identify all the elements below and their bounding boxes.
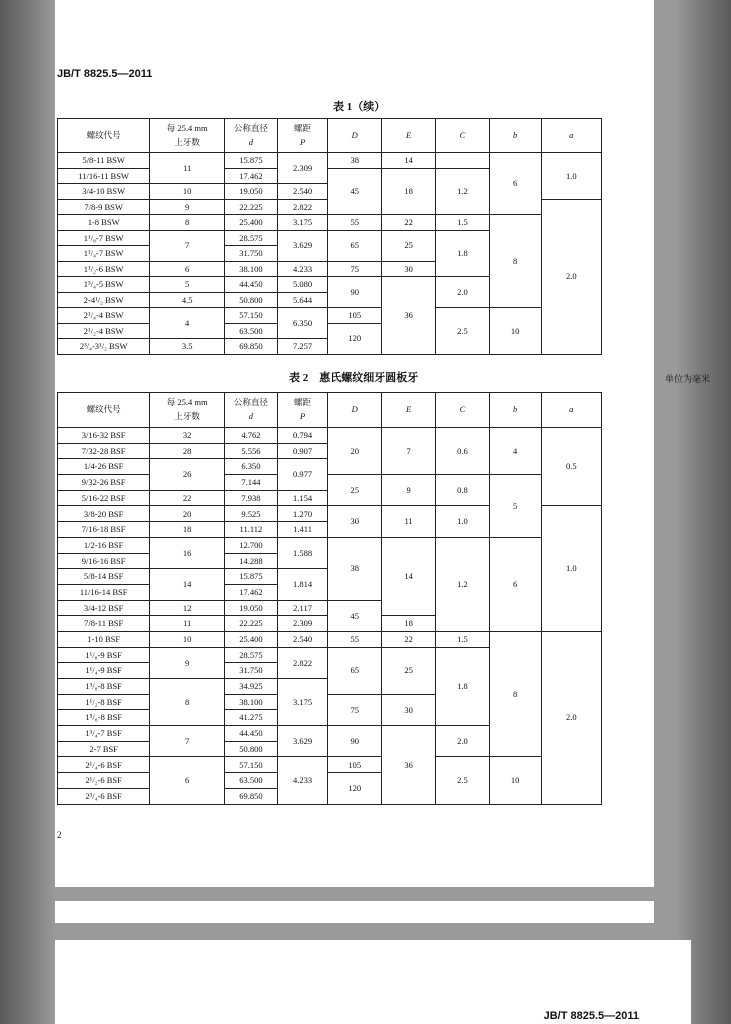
table-cell: 30	[328, 506, 382, 537]
col-p: 螺距 P	[277, 393, 328, 428]
table-cell: 1.270	[277, 506, 328, 522]
table-cell: 7.938	[225, 490, 278, 506]
document-header: JB/T 8825.5—2011	[57, 68, 153, 80]
table-cell: 69.850	[225, 339, 278, 355]
table-cell: 17.462	[225, 584, 278, 600]
table-cell: 11	[382, 506, 436, 537]
col-D: D	[328, 393, 382, 428]
table-cell: 1¹/₂-8 BSF	[58, 694, 150, 710]
table-cell: 4	[489, 428, 541, 475]
table-cell: 8	[150, 215, 225, 231]
table-cell: 11.112	[225, 522, 278, 538]
col-D: D	[328, 119, 382, 153]
table-cell: 19.050	[225, 184, 278, 200]
table-cell: 2.309	[277, 153, 328, 184]
table-cell: 1¹/₄-7 BSW	[58, 246, 150, 262]
table-cell: 7	[150, 726, 225, 757]
table-cell: 1.5	[436, 215, 490, 231]
table-cell: 7.144	[225, 475, 278, 491]
table-cell: 1/4-26 BSF	[58, 459, 150, 475]
table-cell: 3/4-10 BSW	[58, 184, 150, 200]
table-cell: 4.233	[277, 757, 328, 804]
table-cell: 10	[489, 308, 541, 355]
table-cell: 105	[328, 308, 382, 324]
table-cell: 8	[150, 679, 225, 726]
col-a: a	[541, 119, 602, 153]
table-cell: 38.100	[225, 261, 278, 277]
table-cell: 36	[382, 277, 436, 355]
table-cell: 7	[150, 230, 225, 261]
table-cell: 1.0	[436, 506, 490, 537]
table-cell: 2.540	[277, 184, 328, 200]
table-cell: 2¹/₄-6 BSF	[58, 757, 150, 773]
table-cell: 4.5	[150, 292, 225, 308]
table-cell: 7/32-28 BSF	[58, 443, 150, 459]
table-cell: 57.150	[225, 308, 278, 324]
col-teeth: 每 25.4 mm 上牙数	[150, 119, 225, 153]
table-cell: 0.907	[277, 443, 328, 459]
table-cell: 5/8-14 BSF	[58, 569, 150, 585]
table-cell: 10	[489, 757, 541, 804]
table-cell: 69.850	[225, 788, 278, 804]
table-cell: 38.100	[225, 694, 278, 710]
table-cell: 8	[489, 631, 541, 757]
table-cell: 3/8-20 BSF	[58, 506, 150, 522]
table-cell: 4.233	[277, 261, 328, 277]
table-cell: 9	[382, 475, 436, 506]
table-cell: 6.350	[225, 459, 278, 475]
table-cell: 28.575	[225, 230, 278, 246]
table-cell: 1¹/₄-9 BSF	[58, 663, 150, 679]
table1-caption: 表 1（续）	[333, 101, 386, 113]
table-cell: 5	[150, 277, 225, 293]
table-cell: 3.175	[277, 679, 328, 726]
table-cell: 9/16-16 BSF	[58, 553, 150, 569]
table-cell: 9	[150, 199, 225, 215]
col-d: 公称直径 d	[225, 393, 278, 428]
table-cell: 5/8-11 BSW	[58, 153, 150, 169]
table-cell: 1⁵/₈-8 BSF	[58, 710, 150, 726]
table-cell: 14	[150, 569, 225, 600]
col-d: 公称直径 d	[225, 119, 278, 153]
table-cell: 50.800	[225, 292, 278, 308]
table-cell: 44.450	[225, 277, 278, 293]
table-cell: 0.794	[277, 428, 328, 444]
table-cell: 90	[328, 726, 382, 757]
table-cell: 11/16-14 BSF	[58, 584, 150, 600]
col-a: a	[541, 393, 602, 428]
col-teeth: 每 25.4 mm 上牙数	[150, 393, 225, 428]
table-cell: 1.154	[277, 490, 328, 506]
table-cell: 3.629	[277, 230, 328, 261]
table-cell: 25	[382, 647, 436, 694]
table-cell: 5.080	[277, 277, 328, 293]
table-cell: 2³/₄-3¹/₂ BSW	[58, 339, 150, 355]
table-cell: 28.575	[225, 647, 278, 663]
table-cell: 45	[328, 168, 382, 215]
table-cell: 10	[150, 184, 225, 200]
table-cell: 9.525	[225, 506, 278, 522]
table-cell: 3.5	[150, 339, 225, 355]
table-cell: 65	[328, 647, 382, 694]
table-cell: 2.822	[277, 647, 328, 678]
table-cell: 1.8	[436, 647, 490, 725]
table-cell: 7.257	[277, 339, 328, 355]
col-code: 螺纹代号	[58, 393, 150, 428]
table-cell: 12	[150, 600, 225, 616]
table-cell: 22	[382, 631, 436, 647]
table-cell: 1.2	[436, 168, 490, 215]
table-cell: 20	[328, 428, 382, 475]
table-cell: 6	[150, 757, 225, 804]
table-cell: 10	[150, 631, 225, 647]
table-cell: 2-7 BSF	[58, 741, 150, 757]
table-cell: 9/32-26 BSF	[58, 475, 150, 491]
col-p: 螺距 P	[277, 119, 328, 153]
table-cell: 55	[328, 631, 382, 647]
table-cell: 6.350	[277, 308, 328, 339]
table-cell: 1.0	[541, 153, 602, 200]
table-cell: 7	[382, 428, 436, 475]
table-cell: 2¹/₄-4 BSW	[58, 308, 150, 324]
table2-caption: 表 2 惠氏螺纹细牙圆板牙	[289, 372, 419, 384]
table-cell: 38	[328, 153, 382, 169]
col-C: C	[436, 393, 490, 428]
table-cell: 11/16-11 BSW	[58, 168, 150, 184]
table-cell: 1.411	[277, 522, 328, 538]
table-cell: 8	[489, 215, 541, 308]
table-cell: 2.0	[541, 199, 602, 354]
table-cell: 22.225	[225, 616, 278, 632]
table-cell: 1.0	[541, 506, 602, 632]
table2	[57, 392, 602, 805]
table-cell: 31.750	[225, 663, 278, 679]
table-cell: 11	[150, 153, 225, 184]
table-cell: 55	[328, 215, 382, 231]
table-cell: 1.8	[436, 230, 490, 277]
table-cell: 9	[150, 647, 225, 678]
table-cell: 34.925	[225, 679, 278, 695]
table-cell: 50.800	[225, 741, 278, 757]
table-cell: 2.0	[436, 277, 490, 308]
table-cell: 2.117	[277, 600, 328, 616]
table-cell: 16	[150, 537, 225, 568]
table-cell	[436, 153, 490, 169]
table-cell: 0.6	[436, 428, 490, 475]
table-cell: 44.450	[225, 726, 278, 742]
table-cell: 6	[150, 261, 225, 277]
table-cell: 30	[382, 694, 436, 725]
table-cell: 14	[382, 537, 436, 615]
table-cell: 3/16-32 BSF	[58, 428, 150, 444]
table-cell: 3.629	[277, 726, 328, 757]
table-cell: 4.762	[225, 428, 278, 444]
col-E: E	[382, 393, 436, 428]
col-C: C	[436, 119, 490, 153]
table-cell: 63.500	[225, 773, 278, 789]
table-cell: 5/16-22 BSF	[58, 490, 150, 506]
table-cell: 120	[328, 323, 382, 354]
col-b: b	[489, 119, 541, 153]
table-cell: 28	[150, 443, 225, 459]
table-cell: 1.814	[277, 569, 328, 600]
page-number: 2	[57, 830, 62, 840]
table-cell: 1.588	[277, 537, 328, 568]
table-cell: 25.400	[225, 631, 278, 647]
table-cell: 5	[489, 475, 541, 538]
table-cell: 0.5	[541, 428, 602, 506]
table1	[57, 118, 602, 355]
table-cell: 20	[150, 506, 225, 522]
table-cell: 2.822	[277, 199, 328, 215]
table-cell: 36	[382, 726, 436, 804]
table-cell: 22	[150, 490, 225, 506]
table-cell: 30	[382, 261, 436, 277]
table-cell: 1-8 BSW	[58, 215, 150, 231]
table-cell: 1¹/₈-7 BSW	[58, 230, 150, 246]
table-cell: 7/8-9 BSW	[58, 199, 150, 215]
table-cell: 2.309	[277, 616, 328, 632]
table-cell: 2.540	[277, 631, 328, 647]
table-cell: 12.700	[225, 537, 278, 553]
table-cell: 90	[328, 277, 382, 308]
table-cell: 41.275	[225, 710, 278, 726]
table-cell: 0.8	[436, 475, 490, 506]
table-cell: 0.977	[277, 459, 328, 490]
table-cell: 1³/₄-5 BSW	[58, 277, 150, 293]
table-cell: 19.050	[225, 600, 278, 616]
table-cell: 2¹/₂-6 BSF	[58, 773, 150, 789]
table-cell: 1³/₄-7 BSF	[58, 726, 150, 742]
table-cell: 2¹/₂-4 BSW	[58, 323, 150, 339]
table-cell: 14.288	[225, 553, 278, 569]
table-cell: 17.462	[225, 168, 278, 184]
table-cell: 18	[382, 168, 436, 215]
table-cell: 11	[150, 616, 225, 632]
table-cell: 1/2-16 BSF	[58, 537, 150, 553]
table-cell: 7/16-18 BSF	[58, 522, 150, 538]
table-cell: 2.0	[436, 726, 490, 757]
table-cell: 45	[328, 600, 382, 631]
col-b: b	[489, 393, 541, 428]
table-cell: 3.175	[277, 215, 328, 231]
table-cell: 22.225	[225, 199, 278, 215]
table-cell: 15.875	[225, 153, 278, 169]
table-cell: 25.400	[225, 215, 278, 231]
table-cell: 14	[382, 153, 436, 169]
table-cell: 2³/₄-6 BSF	[58, 788, 150, 804]
table-cell: 22	[382, 215, 436, 231]
table-cell: 26	[150, 459, 225, 490]
table-cell: 1.2	[436, 537, 490, 631]
table-cell: 38	[328, 537, 382, 600]
table-cell: 2.5	[436, 308, 490, 355]
col-E: E	[382, 119, 436, 153]
table-cell: 6	[489, 153, 541, 215]
table-cell: 25	[328, 475, 382, 506]
col-code: 螺纹代号	[58, 119, 150, 153]
table-cell: 5.644	[277, 292, 328, 308]
table-cell: 1-10 BSF	[58, 631, 150, 647]
table-cell: 6	[489, 537, 541, 631]
table-cell: 63.500	[225, 323, 278, 339]
table-cell: 1¹/₂-6 BSW	[58, 261, 150, 277]
table-cell: 3/4-12 BSF	[58, 600, 150, 616]
table-cell: 75	[328, 261, 382, 277]
table-cell: 57.150	[225, 757, 278, 773]
table-cell: 2.0	[541, 631, 602, 804]
table-cell: 65	[328, 230, 382, 261]
table-cell: 4	[150, 308, 225, 339]
next-page-header: JB/T 8825.5—2011	[543, 1010, 639, 1022]
table-cell: 2.5	[436, 757, 490, 804]
table-cell: 75	[328, 694, 382, 725]
table-cell: 25	[382, 230, 436, 261]
table-cell: 18	[150, 522, 225, 538]
table-cell: 1.5	[436, 631, 490, 647]
table-cell: 18	[382, 616, 436, 632]
table-cell: 1¹/₈-9 BSF	[58, 647, 150, 663]
table-cell: 120	[328, 773, 382, 804]
table-cell: 32	[150, 428, 225, 444]
table-cell: 31.750	[225, 246, 278, 262]
table-cell: 105	[328, 757, 382, 773]
table-cell: 1³/₈-8 BSF	[58, 679, 150, 695]
unit-note: 单位为毫米	[664, 374, 710, 384]
table-cell: 5.556	[225, 443, 278, 459]
table-cell: 7/8-11 BSF	[58, 616, 150, 632]
table-cell: 2-4¹/₂ BSW	[58, 292, 150, 308]
table-cell: 15.875	[225, 569, 278, 585]
page-gap-strip	[55, 901, 654, 923]
